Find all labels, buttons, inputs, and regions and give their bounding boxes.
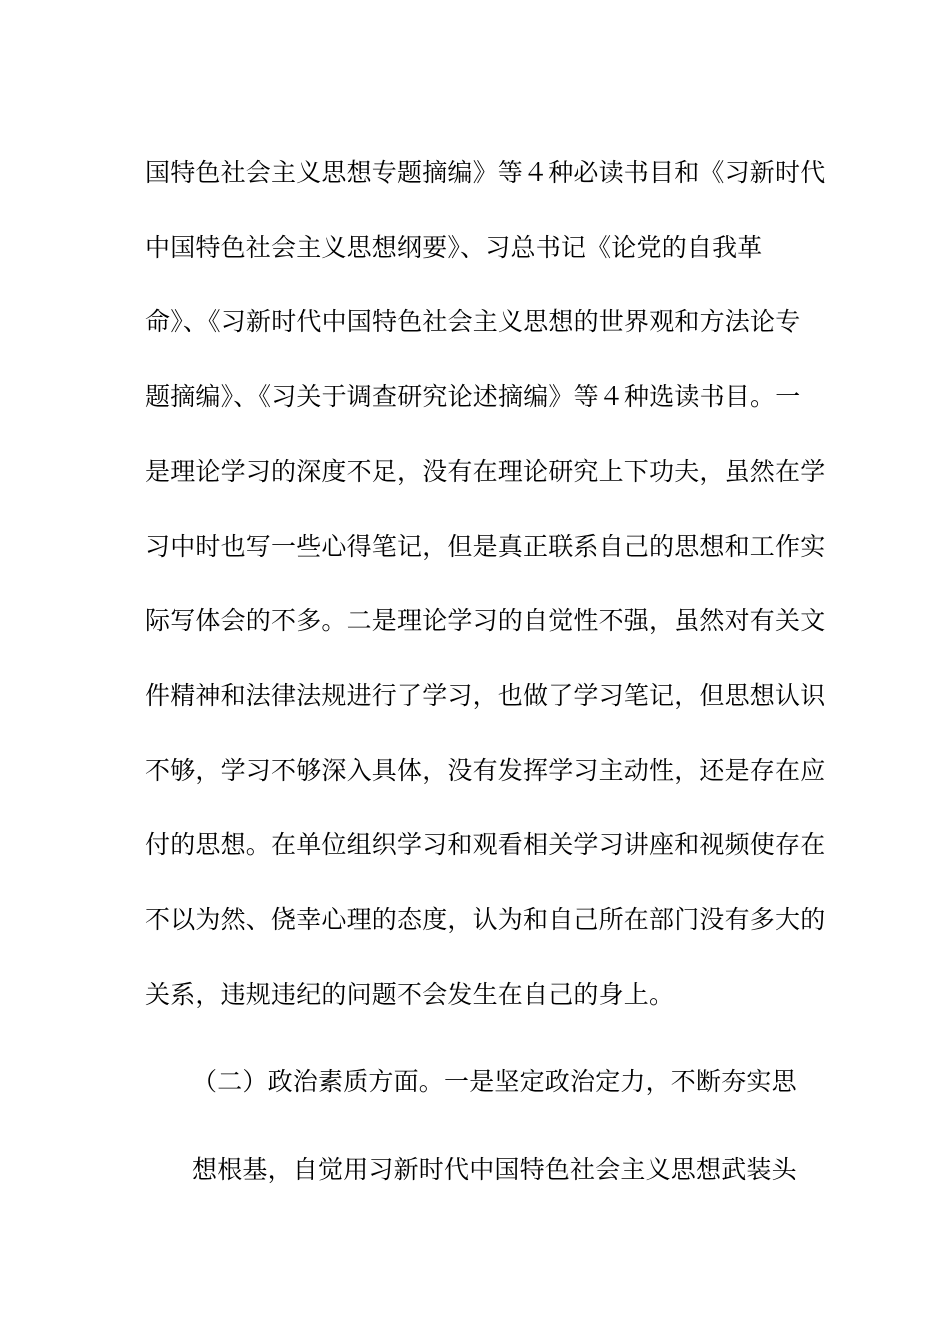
text-line-5: 是理论学习的深度不足，没有在理论研究上下功夫，虽然在学 [145, 457, 826, 486]
text-line-14: 想根基，自觉用习新时代中国特色社会主义思想武装头 [192, 1155, 797, 1184]
text-line-6: 习中时也写一些心得笔记，但是真正联系自己的思想和工作实 [145, 532, 826, 561]
text-line-1: 国特色社会主义思想专题摘编》等４种必读书目和《习新时代 [145, 158, 826, 187]
text-line-3: 命》、《习新时代中国特色社会主义思想的世界观和方法论专 [145, 307, 801, 336]
text-line-4: 题摘编》、《习关于调查研究论述摘编》等４种选读书目。一 [145, 382, 801, 411]
text-line-12: 关系，违规违纪的问题不会发生在自己的身上。 [145, 980, 675, 1009]
text-line-7: 际写体会的不多。二是理论学习的自觉性不强，虽然对有关文 [145, 606, 826, 635]
text-line-8: 件精神和法律法规进行了学习，也做了学习笔记，但思想认识 [145, 681, 826, 710]
text-line-10: 付的思想。在单位组织学习和观看相关学习讲座和视频使存在 [145, 830, 826, 859]
text-line-9: 不够，学习不够深入具体，没有发挥学习主动性，还是存在应 [145, 756, 826, 785]
section-heading-line: （二）政治素质方面。一是坚定政治定力，不断夯实思 [192, 1067, 797, 1096]
text-line-2: 中国特色社会主义思想纲要》、习总书记《论党的自我革 [145, 233, 763, 262]
text-line-11: 不以为然、侥幸心理的态度，认为和自己所在部门没有多大的 [145, 905, 826, 934]
